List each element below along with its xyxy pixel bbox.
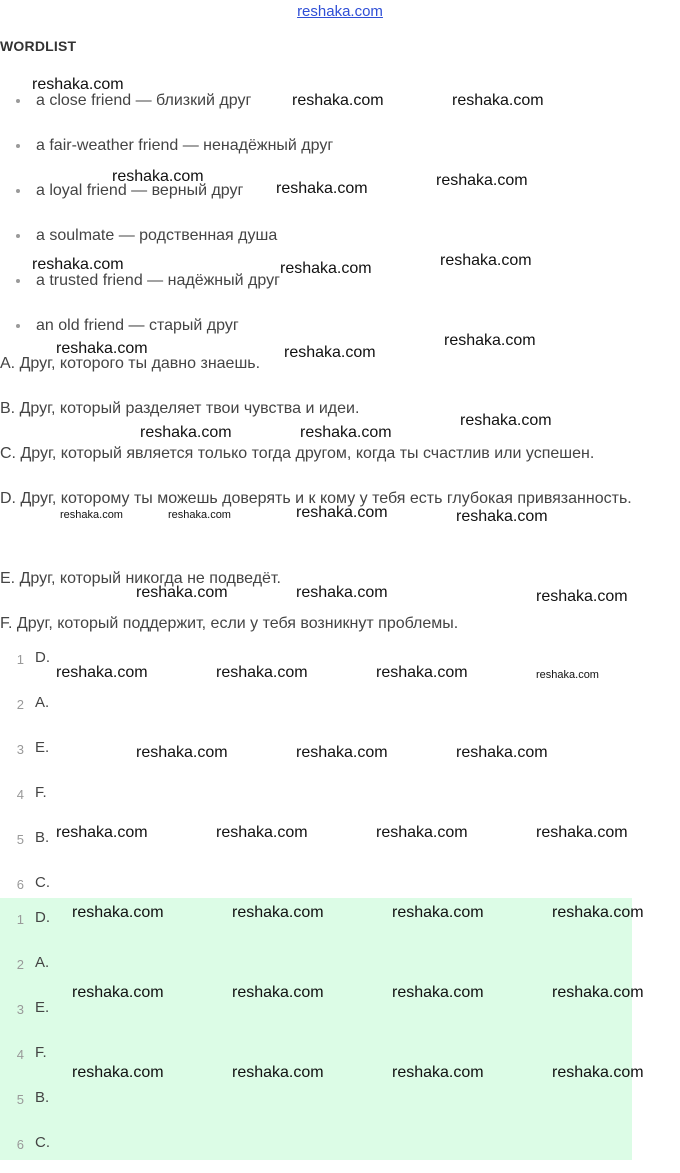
- watermark: reshaka.com: [300, 424, 392, 441]
- watermark: reshaka.com: [392, 984, 484, 1001]
- watermark: reshaka.com: [72, 904, 164, 921]
- answer-number: 2: [16, 957, 24, 972]
- answer-item: [0, 1128, 680, 1173]
- answer-number: 4: [16, 1047, 24, 1062]
- answer-item: [0, 778, 680, 823]
- wordlist-item-text: a fair-weather friend — ненадёжный друг: [36, 137, 334, 154]
- watermark: reshaka.com: [536, 669, 599, 681]
- wordlist-item: [0, 131, 680, 176]
- wordlist-item-text: a close friend — близкий друг: [36, 92, 252, 109]
- watermark: reshaka.com: [456, 744, 548, 761]
- wordlist-heading: WORDLIST: [0, 38, 77, 54]
- bullet-icon: [16, 324, 20, 328]
- watermark: reshaka.com: [32, 76, 124, 93]
- wordlist-item-text: a loyal friend — верный друг: [36, 182, 244, 199]
- answer-letter: F.: [35, 784, 47, 801]
- answer-letter: D.: [35, 649, 50, 666]
- watermark: reshaka.com: [376, 664, 468, 681]
- wordlist-item-text: a soulmate — родственная душа: [36, 227, 278, 244]
- watermark: reshaka.com: [216, 664, 308, 681]
- answer-item: [0, 1083, 680, 1128]
- watermark: reshaka.com: [136, 584, 228, 601]
- watermark: reshaka.com: [440, 252, 532, 269]
- bullet-icon: [16, 234, 20, 238]
- watermark: reshaka.com: [60, 509, 123, 521]
- answer-number: 6: [16, 1137, 24, 1152]
- watermark: reshaka.com: [552, 904, 644, 921]
- watermark: reshaka.com: [112, 168, 204, 185]
- watermark: reshaka.com: [536, 824, 628, 841]
- answer-letter: F.: [35, 1044, 47, 1061]
- definition-a: A. Друг, которого ты давно знаешь.: [0, 355, 261, 372]
- watermark: reshaka.com: [32, 256, 124, 273]
- watermark: reshaka.com: [56, 824, 148, 841]
- watermark: reshaka.com: [216, 824, 308, 841]
- watermark: reshaka.com: [552, 1064, 644, 1081]
- answer-number: 1: [16, 912, 24, 927]
- watermark: reshaka.com: [280, 260, 372, 277]
- answer-number: 1: [16, 652, 24, 667]
- watermark: reshaka.com: [444, 332, 536, 349]
- answer-letter: A.: [35, 694, 50, 711]
- watermark: reshaka.com: [296, 504, 388, 521]
- answer-letter: B.: [35, 1089, 50, 1106]
- wordlist: [0, 86, 680, 356]
- watermark: reshaka.com: [56, 664, 148, 681]
- watermark: reshaka.com: [392, 904, 484, 921]
- bullet-icon: [16, 189, 20, 193]
- answer-number: 3: [16, 742, 24, 757]
- watermark: reshaka.com: [376, 824, 468, 841]
- watermark: reshaka.com: [168, 509, 231, 521]
- answer-letter: B.: [35, 829, 50, 846]
- highlighted-answer-list: [0, 903, 680, 1173]
- definition-c: C. Друг, который является только тогда другом, когда ты счастлив или успешен.: [0, 445, 595, 462]
- watermark: reshaka.com: [56, 340, 148, 357]
- answer-letter: E.: [35, 999, 50, 1016]
- watermark: reshaka.com: [296, 584, 388, 601]
- watermark: reshaka.com: [72, 984, 164, 1001]
- watermark: reshaka.com: [552, 984, 644, 1001]
- answer-letter: C.: [35, 874, 50, 891]
- answer-number: 5: [16, 832, 24, 847]
- bullet-icon: [16, 144, 20, 148]
- bullet-icon: [16, 99, 20, 103]
- answer-number: 6: [16, 877, 24, 892]
- answer-item: [0, 688, 680, 733]
- site-link[interactable]: reshaka.com: [297, 3, 383, 20]
- answer-letter: E.: [35, 739, 50, 756]
- watermark: reshaka.com: [72, 1064, 164, 1081]
- watermark: reshaka.com: [460, 412, 552, 429]
- definition-b: B. Друг, который разделяет твои чувства и идеи.: [0, 400, 360, 417]
- answer-number: 4: [16, 787, 24, 802]
- watermark: reshaka.com: [276, 180, 368, 197]
- bullet-icon: [16, 279, 20, 283]
- answer-number: 5: [16, 1092, 24, 1107]
- answer-letter: A.: [35, 954, 50, 971]
- answer-number: 2: [16, 697, 24, 712]
- answer-number: 3: [16, 1002, 24, 1017]
- definition-f: F. Друг, который поддержит, если у тебя возникнут проблемы.: [0, 615, 459, 632]
- watermark: reshaka.com: [284, 344, 376, 361]
- wordlist-item-text: a trusted friend — надёжный друг: [36, 272, 280, 289]
- watermark: reshaka.com: [296, 744, 388, 761]
- watermark: reshaka.com: [436, 172, 528, 189]
- definition-e: E. Друг, который никогда не подведёт.: [0, 570, 281, 587]
- answer-letter: D.: [35, 909, 50, 926]
- watermark: reshaka.com: [392, 1064, 484, 1081]
- watermark: reshaka.com: [292, 92, 384, 109]
- watermark: reshaka.com: [232, 984, 324, 1001]
- watermark: reshaka.com: [536, 588, 628, 605]
- watermark: reshaka.com: [232, 1064, 324, 1081]
- watermark: reshaka.com: [452, 92, 544, 109]
- wordlist-item-text: an old friend — старый друг: [36, 317, 239, 334]
- watermark: reshaka.com: [232, 904, 324, 921]
- definition-d: D. Друг, которому ты можешь доверять и к кому у тебя есть глубокая привязанность.: [0, 490, 632, 507]
- watermark: reshaka.com: [456, 508, 548, 525]
- answer-letter: C.: [35, 1134, 50, 1151]
- watermark: reshaka.com: [136, 744, 228, 761]
- answer-list: [0, 643, 680, 913]
- watermark: reshaka.com: [140, 424, 232, 441]
